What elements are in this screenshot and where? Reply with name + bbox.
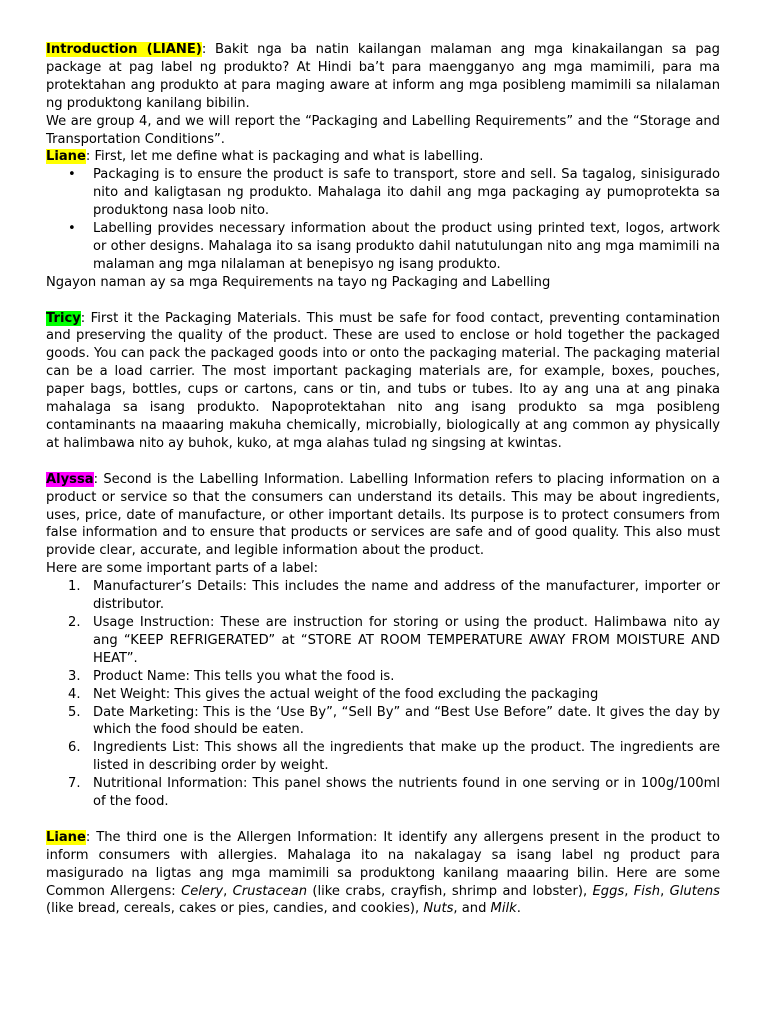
list-item-text: Product Name: This tells you what the food is. xyxy=(93,668,395,684)
document-page xyxy=(46,41,720,918)
allergen-celery: Celery xyxy=(181,883,224,899)
bullet-icon: • xyxy=(68,167,76,183)
speaker-tricy: Tricy xyxy=(46,310,81,326)
list-number: 7. xyxy=(68,776,81,792)
list-item-text: Usage Instruction: These are instruction for storing or using the product. Halimbawa nito ay ang “KEEP REFRIGERATED” at “STORE AT ROOM TEMPERATURE AWAY FROM MOISTURE AND HEAT”. xyxy=(93,614,720,666)
list-number: 6. xyxy=(68,740,81,756)
allergen-sep: (like bread, cereals, cakes or pies, candies, and cookies), xyxy=(46,901,424,917)
list-item xyxy=(46,578,720,614)
list-number: 1. xyxy=(68,579,81,595)
speaker-intro-liane: Introduction (LIANE) xyxy=(46,42,202,57)
label-parts-list xyxy=(46,578,720,811)
speaker-alyssa: Alyssa xyxy=(46,471,94,487)
list-item xyxy=(46,220,720,274)
tricy-text: : First it the Packaging Materials. This must be safe for food contact, preventing contamination and preserving the quality of the product. These are used to enclose or hold together the packaged goods. You can pack the packaged goods into or onto the packaging material. The packaging material can be a load carrier. The most important packaging materials are, for example, boxes, pouches, paper bags, bottles, cups or cartons, cans or tin, and tubs or tubes. Ito ay ang una at ang pinaka mahalaga sa isang produkto. Napoprotektahan nito ang isang produkto sa mga posibleng contaminants na maaaring makuha chemically, microbially, biologically at ang common ay physically at halimbawa nito ay buhok, kuko, at mga alahas tulad ng singsing at kwintas. xyxy=(46,310,720,451)
alyssa-paragraph xyxy=(46,471,720,561)
intro-text: : Bakit nga ba natin kailangan malaman ang mga kinakailangan sa pag package at pag label ng produkto? At Hindi ba’t para maengganyo ang mga mamimili, para ma protektahan ang produkto at para maging aware at inform ang mga posibleng mamimili sa nilalaman ng produktong kanilang bibilin. xyxy=(46,42,720,111)
allergen-nuts: Nuts xyxy=(423,901,454,917)
list-item xyxy=(46,739,720,775)
list-number: 4. xyxy=(68,686,81,702)
list-item xyxy=(46,614,720,668)
list-number: 3. xyxy=(68,668,81,684)
list-item xyxy=(46,704,720,740)
bullet-text-labelling: Labelling provides necessary information about the product using printed text, logos, artwork or other designs. Mahalaga ito sa isang produkto dahil natutulungan nito ang mga mamimili na malaman ang mga nilalaman at benepisyo ng isang produkto. xyxy=(93,221,720,272)
allergen-sep: , xyxy=(223,883,233,899)
label-parts-intro: Here are some important parts of a label: xyxy=(46,561,319,577)
allergen-glutens: Glutens xyxy=(669,883,721,899)
paragraph-gap xyxy=(46,453,720,471)
intro-paragraph xyxy=(46,41,720,113)
liane-definition-text: : First, let me define what is packaging and what is labelling. xyxy=(85,149,484,165)
liane-definition-line xyxy=(46,148,720,166)
list-item xyxy=(46,166,720,220)
list-item-text: Net Weight: This gives the actual weight of the food excluding the packaging xyxy=(93,686,599,702)
allergen-sep: , xyxy=(660,883,670,899)
bullet-icon: • xyxy=(68,221,76,237)
paragraph-gap xyxy=(46,811,720,829)
liane-closing-line: Ngayon naman ay sa mga Requirements na tayo ng Packaging and Labelling xyxy=(46,274,551,290)
list-number: 5. xyxy=(68,704,81,720)
speaker-liane: Liane xyxy=(46,149,86,165)
list-item xyxy=(46,775,720,811)
allergen-fish: Fish xyxy=(633,883,661,899)
allergen-sep: (like crabs, crayfish, shrimp and lobster), xyxy=(307,883,593,899)
allergen-crustacean: Crustacean xyxy=(232,883,308,899)
paragraph-gap xyxy=(46,292,720,310)
list-item-text: Manufacturer’s Details: This includes the name and address of the manufacturer, importer or distributor. xyxy=(93,579,720,613)
liane-allergen-paragraph xyxy=(46,829,720,919)
list-item-text: Ingredients List: This shows all the ingredients that make up the product. The ingredients are listed in describing order by weight. xyxy=(93,740,720,774)
allergen-sep: , and xyxy=(453,901,491,917)
allergen-eggs: Eggs xyxy=(592,883,625,899)
allergen-text: : The third one is the Allergen Information: It identify any allergens present in the product to inform consumers with allergies. Mahalaga ito na nakalagay sa isang label ng product para masigurado na ligtas ang mga mamimili sa produktong kanilang maaaring bilin. Here are some Common Allergens: xyxy=(46,829,720,899)
tricy-paragraph xyxy=(46,310,720,453)
list-number: 2. xyxy=(68,614,81,630)
list-item xyxy=(46,668,720,686)
list-item-text: Nutritional Information: This panel shows the nutrients found in one serving or in 100g/100ml of the food. xyxy=(93,776,720,810)
allergen-sep: . xyxy=(516,901,521,917)
list-item xyxy=(46,686,720,704)
definition-bullet-list xyxy=(46,166,720,273)
alyssa-text: : Second is the Labelling Information. Labelling Information refers to placing information on a product or service so that the consumers can understand its details. This may be about ingredients, uses, price, date of manufacture, or other important details. Its purpose is to protect consumers from false information and to ensure that products or services are safe and of good quality. This also must provide clear, accurate, and legible information about the product. xyxy=(46,471,720,559)
intro-group-line: We are group 4, and we will report the “Packaging and Labelling Requirements” and the “Storage and Transportation Conditions”. xyxy=(46,113,720,147)
allergen-sep: , xyxy=(624,883,634,899)
bullet-text-packaging: Packaging is to ensure the product is safe to transport, store and sell. Sa tagalog, sinisigurado nito and kaligtasan ng produkto. Mahalaga ito dahil ang mga packaging ay pumoprotekta sa produktong nasa loob nito. xyxy=(93,167,720,219)
list-item-text: Date Marketing: This is the ‘Use By”, “Sell By” and “Best Use Before” date. It gives the day by which the food should be eaten. xyxy=(93,704,720,738)
speaker-liane: Liane xyxy=(46,829,86,845)
allergen-milk: Milk xyxy=(490,901,517,917)
